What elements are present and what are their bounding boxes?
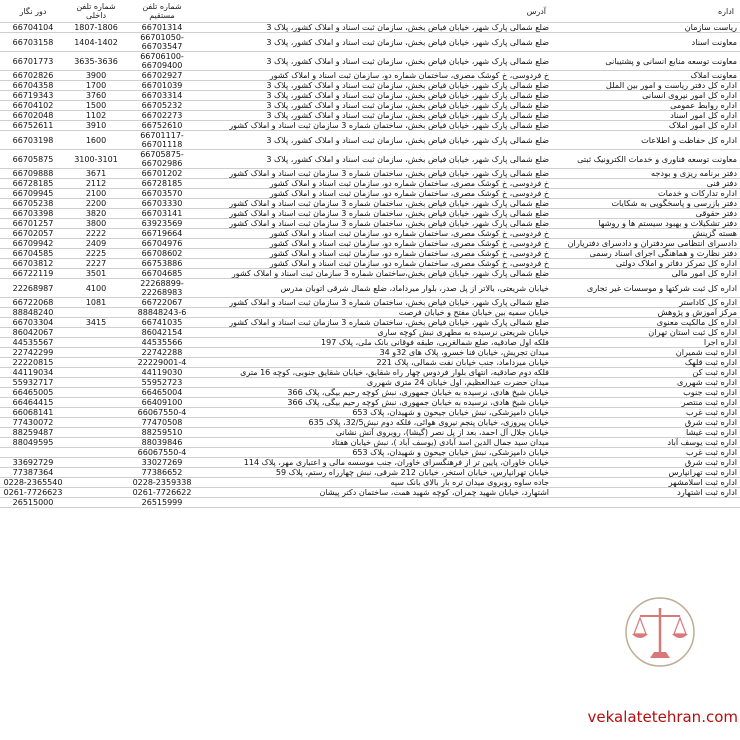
direct-phone-cell: 77470508	[126, 418, 198, 428]
scale-right-pan	[672, 634, 688, 638]
extension-cell: 2225	[66, 249, 126, 259]
extension-cell	[66, 328, 126, 338]
address-cell: ضلع شمالی پارک شهر، خیابان فیاض بخش،ساختمان شماره 3 سازمان ثبت اسناد و املاک کشور	[198, 269, 552, 279]
table-row	[0, 52, 740, 71]
table-row	[0, 298, 740, 308]
direct-phone-cell: 66704685	[126, 269, 198, 279]
direct-phone-cell: 88259510	[126, 428, 198, 438]
fax-cell: 66703812	[0, 259, 66, 269]
header-extension: شماره تلفن داخلی	[66, 0, 126, 23]
scale-left-pan	[632, 634, 648, 638]
table-body	[0, 23, 740, 508]
fax-cell: 26515000	[0, 498, 66, 508]
department-cell: دفتر بازرسی و پاسخگویی به شکایات	[552, 199, 740, 209]
direct-phone-cell: 66752610	[126, 121, 198, 131]
extension-cell	[66, 388, 126, 398]
scale-right-cord	[674, 618, 686, 634]
direct-phone-cell: 88848243-6	[126, 308, 198, 318]
address-cell: ضلع شمالی پارک شهر، خیابان فیاض بخش، سازمان ثبت اسناد و املاک کشور، پلاک 3	[198, 101, 552, 111]
department-cell: اداره کل امور نیروی انسانی	[552, 91, 740, 101]
table-row	[0, 448, 740, 458]
extension-cell	[66, 458, 126, 468]
address-cell: ضلع شمالی پارک شهر، خیابان فیاض بخش، ساختمان شماره 3 سازمان ثبت اسناد و املاک کشور	[198, 209, 552, 219]
address-cell: میدان حضرت عبدالعظیم، اول خیابان 24 متری شهرری	[198, 378, 552, 388]
address-cell: خیابان دامپزشکی، نبش خیابان جیحون و شهیدان، پلاک 653	[198, 448, 552, 458]
table-row	[0, 468, 740, 478]
table-row	[0, 219, 740, 229]
fax-cell: 22220815	[0, 358, 66, 368]
address-cell: میدان سید جمال الدین اسد آبادی (یوسف آباد )، نبش خیابان هفتاد	[198, 438, 552, 448]
direct-phone-cell: 66722067	[126, 298, 198, 308]
table-row	[0, 91, 740, 101]
address-cell: خیابان شیخ هادی، نرسیده به خیابان جمهوری، نبش کوچه رحیم بیگی، پلاک 366	[198, 388, 552, 398]
direct-phone-cell: 66703570	[126, 189, 198, 199]
table-row	[0, 121, 740, 131]
extension-cell	[66, 358, 126, 368]
department-cell: اداره کل تمرکز دفاتر و املاک دولتی	[552, 259, 740, 269]
address-cell: ضلع شمالی پارک شهر، خیابان فیاض بخش، سازمان ثبت اسناد و املاک کشور، پلاک 3	[198, 23, 552, 33]
fax-cell: 66465005	[0, 388, 66, 398]
extension-cell: 3900	[66, 71, 126, 81]
extension-cell	[66, 448, 126, 458]
direct-phone-cell: 66701314	[126, 23, 198, 33]
extension-cell: 1807-1806	[66, 23, 126, 33]
fax-cell: 66709945	[0, 189, 66, 199]
address-cell: جاده ساوه روبروی میدان تره بار بالای بانک سپه	[198, 478, 552, 488]
table-row	[0, 378, 740, 388]
table-row	[0, 418, 740, 428]
header-direct-phone: شماره تلفن مستقیم	[126, 0, 198, 23]
fax-cell: 66068141	[0, 408, 66, 418]
fax-cell: 88049595	[0, 438, 66, 448]
direct-phone-cell: 66702927	[126, 71, 198, 81]
address-cell: ضلع شمالی پارک شهر، خیابان فیاض بخش، سازمان ثبت اسناد و املاک کشور، پلاک 3	[198, 131, 552, 150]
extension-cell	[66, 338, 126, 348]
direct-phone-cell: 66703314	[126, 91, 198, 101]
extension-cell	[66, 428, 126, 438]
direct-phone-cell: 66753886	[126, 259, 198, 269]
address-cell: خیابان سمیه بین خیابان مفتح و خیابان فرصت	[198, 308, 552, 318]
department-cell: هسته گزینش	[552, 229, 740, 239]
department-cell: اداره ثبت جنوب	[552, 388, 740, 398]
direct-phone-cell: 66701039	[126, 81, 198, 91]
direct-phone-cell: 66704976	[126, 239, 198, 249]
extension-cell	[66, 488, 126, 498]
department-cell: اداره روابط عمومی	[552, 101, 740, 111]
table-row	[0, 388, 740, 398]
department-cell: اداره کل امور اسناد	[552, 111, 740, 121]
fax-cell: 66702826	[0, 71, 66, 81]
department-cell: معاونت املاک	[552, 71, 740, 81]
table-row	[0, 428, 740, 438]
direct-phone-cell: 26515999	[126, 498, 198, 508]
direct-phone-cell: 55952723	[126, 378, 198, 388]
fax-cell: 66703158	[0, 33, 66, 52]
address-cell: خیابان شریعتی، بالاتر از پل صدر، بلوار میرداماد، ضلع شمال شرقی اتوبان مدرس	[198, 279, 552, 298]
department-cell: اداره ثبت غرب	[552, 448, 740, 458]
extension-cell	[66, 348, 126, 358]
extension-cell: 1600	[66, 131, 126, 150]
department-cell: معاونت توسعه فناوری و خدمات الکترونیک ثبتی	[552, 150, 740, 169]
header-row	[0, 0, 740, 23]
fax-cell: 66704102	[0, 101, 66, 111]
direct-phone-cell: 66728185	[126, 179, 198, 189]
extension-cell: 3800	[66, 219, 126, 229]
department-cell: دفتر برنامه ریزی و بودجه	[552, 169, 740, 179]
department-cell: اداره کل کاداستر	[552, 298, 740, 308]
fax-cell: 66701257	[0, 219, 66, 229]
department-cell: دفتر تشکیلات و بهبود سیستم ها و روشها	[552, 219, 740, 229]
extension-cell: 3910	[66, 121, 126, 131]
direct-phone-cell: 66701202	[126, 169, 198, 179]
extension-cell	[66, 408, 126, 418]
table-row	[0, 348, 740, 358]
extension-cell	[66, 308, 126, 318]
address-cell: ضلع شمالی پارک شهر، خیابان فیاض بخش، سازمان ثبت اسناد و املاک کشور، پلاک 3	[198, 52, 552, 71]
department-cell: اداره ثبت شرق	[552, 458, 740, 468]
extension-cell	[66, 378, 126, 388]
extension-cell: 4100	[66, 279, 126, 298]
address-cell: ضلع شمالی پارک شهر، خیابان فیاض بخش، ساختمان شماره 3 سازمان ثبت اسناد و املاک کشور	[198, 318, 552, 328]
extension-cell	[66, 498, 126, 508]
direct-phone-cell: 66705875-66702986	[126, 150, 198, 169]
extension-cell: 2200	[66, 199, 126, 209]
department-cell: اداره ثبت شهرری	[552, 378, 740, 388]
direct-phone-cell: 77386652	[126, 468, 198, 478]
table-row	[0, 81, 740, 91]
direct-phone-cell: 88039846	[126, 438, 198, 448]
fax-cell: 66464415	[0, 398, 66, 408]
direct-phone-cell: 22229001-4	[126, 358, 198, 368]
table-row	[0, 239, 740, 249]
fax-cell: 77387364	[0, 468, 66, 478]
extension-cell: 3820	[66, 209, 126, 219]
table-row	[0, 209, 740, 219]
extension-cell: 1700	[66, 81, 126, 91]
department-cell: دفتر حقوقی	[552, 209, 740, 219]
direct-phone-cell: 66701050-66703547	[126, 33, 198, 52]
department-cell: اداره کل ثبت استان تهران	[552, 328, 740, 338]
fax-cell: 66702048	[0, 111, 66, 121]
direct-phone-cell: 44119030	[126, 368, 198, 378]
extension-cell	[66, 418, 126, 428]
address-cell: خیابان دامپزشکی، نبش خیابان جیحون و شهیدان، پلاک 653	[198, 408, 552, 418]
fax-cell: 88259487	[0, 428, 66, 438]
extension-cell: 3635-3636	[66, 52, 126, 71]
table-row	[0, 189, 740, 199]
fax-cell: 55932717	[0, 378, 66, 388]
scale-base	[650, 652, 670, 658]
fax-cell: 66722068	[0, 298, 66, 308]
table-row	[0, 150, 740, 169]
department-cell: اداره ثبت اشتهارد	[552, 488, 740, 498]
department-cell: اداره ثبت شمیران	[552, 348, 740, 358]
fax-cell: 66702057	[0, 229, 66, 239]
fax-cell: 66704104	[0, 23, 66, 33]
table-row	[0, 478, 740, 488]
header-address: آدرس	[198, 0, 552, 23]
extension-cell: 1500	[66, 101, 126, 111]
extension-cell: 3415	[66, 318, 126, 328]
extension-cell: 2227	[66, 259, 126, 269]
fax-cell: 66703304	[0, 318, 66, 328]
fax-cell: 66703398	[0, 209, 66, 219]
department-cell: اداره ثبت تهرانپارس	[552, 468, 740, 478]
address-cell: ضلع شمالی پارک شهر، خیابان فیاض بخش، ساختمان شماره 3 سازمان ثبت اسناد و املاک کشور	[198, 199, 552, 209]
direct-phone-cell: 66067550-4	[126, 448, 198, 458]
address-cell: خ فردوسی، خ کوشک مصری، ساختمان شماره دو، سازمان ثبت اسناد و املاک کشور	[198, 71, 552, 81]
department-cell: معاونت اسناد	[552, 33, 740, 52]
header-fax: دور نگار	[0, 0, 66, 23]
direct-phone-cell: 66705232	[126, 101, 198, 111]
department-cell: اداره اجرا	[552, 338, 740, 348]
department-cell: اداره کل حفاظت و اطلاعات	[552, 131, 740, 150]
fax-cell: 44535567	[0, 338, 66, 348]
address-cell: خیابان تهرانپارس، خیابان استخر، خیابان 212 شرقی، نبش چهارراه رستم، پلاک 59	[198, 468, 552, 478]
table-row	[0, 438, 740, 448]
address-cell: ضلع شمالی پارک شهر، خیابان فیاض بخش، سازمان ثبت اسناد و املاک کشور، پلاک 3	[198, 33, 552, 52]
table-row	[0, 328, 740, 338]
table-row	[0, 338, 740, 348]
header-department: اداره	[552, 0, 740, 23]
address-cell: خیابان شریعتی نرسیده به مطهری نبش کوچه ساری	[198, 328, 552, 338]
table-row	[0, 179, 740, 189]
extension-cell: 2100	[66, 189, 126, 199]
address-cell: خیابان خاوران، پایین تر از فرهنگسرای خاوران، جنب موسسه مالی و اعتباری مهر، پلاک 114	[198, 458, 552, 468]
address-cell: خ فردوسی، خ کوشک مصری، ساختمان شماره دو، سازمان ثبت اسناد و املاک کشور	[198, 249, 552, 259]
department-cell: اداره ثبت قلهک	[552, 358, 740, 368]
department-cell: اداره ثبت اسلامشهر	[552, 478, 740, 488]
direct-phone-cell: 66703141	[126, 209, 198, 219]
address-cell: فلکه دوم صادقیه، انتهای بلوار فردوس چهار راه شقایق، خیابان شقایق جنوبی، کوچه 16 متری	[198, 368, 552, 378]
department-cell: اداره کل امور املاک	[552, 121, 740, 131]
footer-url[interactable]: vekalatetehran.com	[587, 708, 738, 726]
department-cell: اداره ثبت غرب	[552, 408, 740, 418]
fax-cell: 44119034	[0, 368, 66, 378]
address-cell: خیابان میرداماد، جنب خیابان نفت شمالی، پلاک 221	[198, 358, 552, 368]
direct-phone-cell: 66067550-4	[126, 408, 198, 418]
fax-cell: 66701773	[0, 52, 66, 71]
fax-cell: 66719343	[0, 91, 66, 101]
address-cell: اشتهارد، خیابان شهید چمران، کوچه شهید همت، ساختمان دکتر پیشان	[198, 488, 552, 498]
department-cell: معاونت توسعه منابع انسانی و پشتیبانی	[552, 52, 740, 71]
address-cell: ضلع شمالی پارک شهر، خیابان فیاض بخش، ساختمان شماره 3 سازمان ثبت اسناد و املاک کشور	[198, 298, 552, 308]
fax-cell: 66704585	[0, 249, 66, 259]
table-row	[0, 23, 740, 33]
direct-phone-cell: 66719664	[126, 229, 198, 239]
fax-cell: 0261-7726623	[0, 488, 66, 498]
table-row	[0, 259, 740, 269]
address-cell: خیابان شیخ هادی، نرسیده به خیابان جمهوری، نبش کوچه رحیم بیگی، پلاک 366	[198, 398, 552, 408]
department-cell: اداره ثبت منتصر	[552, 398, 740, 408]
address-cell: ضلع شمالی پارک شهر، خیابان فیاض بخش، سازمان ثبت اسناد و املاک کشور، پلاک 3	[198, 111, 552, 121]
address-cell: خ فردوسی، خ کوشک مصری، ساختمان شماره دو، سازمان ثبت اسناد و املاک کشور	[198, 239, 552, 249]
direct-phone-cell: 0261-7726622	[126, 488, 198, 498]
direct-phone-cell: 22268899-22268983	[126, 279, 198, 298]
fax-cell: 66752611	[0, 121, 66, 131]
fax-cell: 22742299	[0, 348, 66, 358]
table-row	[0, 458, 740, 468]
extension-cell: 2222	[66, 229, 126, 239]
department-cell: اداره کل ثبت شرکتها و موسسات غیر تجاری	[552, 279, 740, 298]
department-cell: مرکز آموزش و پژوهش	[552, 308, 740, 318]
department-cell: اداره ثبت یوسف آباد	[552, 438, 740, 448]
extension-cell: 2112	[66, 179, 126, 189]
table-row	[0, 71, 740, 81]
address-cell: ضلع شمالی پارک شهر، خیابان فیاض بخش، ساختمان شماره 3 سازمان ثبت اسناد و املاک کشور	[198, 219, 552, 229]
address-cell: خ فردوسی، خ کوشک مصری، ساختمان شماره دو، سازمان ثبت اسناد و املاک کشور	[198, 259, 552, 269]
direct-phone-cell: 33027269	[126, 458, 198, 468]
address-cell: خ فردوسی، خ کوشک مصری، ساختمان شماره دو، سازمان ثبت اسناد و املاک کشور	[198, 229, 552, 239]
address-cell: ضلع شمالی پارک شهر، خیابان فیاض بخش، ساختمان شماره 3 سازمان ثبت اسناد و املاک کشور	[198, 121, 552, 131]
extension-cell: 1404-1402	[66, 33, 126, 52]
address-cell: ضلع شمالی پارک شهر، خیابان فیاض بخش، سازمان ثبت اسناد و املاک کشور، پلاک 3	[198, 91, 552, 101]
direct-phone-cell: 86042154	[126, 328, 198, 338]
direct-phone-cell: 66703330	[126, 199, 198, 209]
department-cell: اداره تدارکات و خدمات	[552, 189, 740, 199]
department-cell: دفتر فنی	[552, 179, 740, 189]
extension-cell: 3501	[66, 269, 126, 279]
address-cell: خ فردوسی، خ کوشک مصری، ساختمان شماره دو، سازمان ثبت اسناد و املاک کشور	[198, 189, 552, 199]
extension-cell: 3671	[66, 169, 126, 179]
table-row	[0, 488, 740, 498]
fax-cell: 0228-2365540	[0, 478, 66, 488]
table-row	[0, 398, 740, 408]
direct-phone-cell: 66706100-66709400	[126, 52, 198, 71]
table-row	[0, 408, 740, 418]
extension-cell: 1081	[66, 298, 126, 308]
table-row	[0, 131, 740, 150]
table-row	[0, 249, 740, 259]
address-cell: خ فردوسی، خ کوشک مصری، ساختمان شماره دو، سازمان ثبت اسناد و املاک کشور	[198, 179, 552, 189]
department-cell	[552, 498, 740, 508]
department-cell: اداره ثبت شرق	[552, 418, 740, 428]
department-cell: اداره کل مالکیت معنوی	[552, 318, 740, 328]
table-row	[0, 269, 740, 279]
table-row	[0, 358, 740, 368]
table-row	[0, 279, 740, 298]
fax-cell: 66704358	[0, 81, 66, 91]
address-cell	[198, 498, 552, 508]
table-row	[0, 498, 740, 508]
logo-watermark	[620, 590, 700, 690]
table-row	[0, 169, 740, 179]
table-row	[0, 318, 740, 328]
direct-phone-cell: 66702273	[126, 111, 198, 121]
table-row	[0, 308, 740, 318]
department-cell: اداره کل امور مالی	[552, 269, 740, 279]
address-cell: خیابان پیروزی، خیابان پنجم نیروی هوائی، فلکه دوم نبش32/5، پلاک 635	[198, 418, 552, 428]
address-cell: ضلع شمالی پارک شهر، خیابان فیاض بخش، سازمان ثبت اسناد و املاک کشور، پلاک 3	[198, 150, 552, 169]
extension-cell	[66, 368, 126, 378]
table-row	[0, 368, 740, 378]
fax-cell: 66705238	[0, 199, 66, 209]
extension-cell	[66, 478, 126, 488]
direct-phone-cell: 66701117-66701118	[126, 131, 198, 150]
scale-left-cord	[634, 618, 646, 634]
scales-of-justice-icon	[620, 590, 700, 690]
fax-cell: 66722119	[0, 269, 66, 279]
fax-cell: 66705875	[0, 150, 66, 169]
extension-cell: 3100-3101	[66, 150, 126, 169]
direct-phone-cell: 66741035	[126, 318, 198, 328]
extension-cell: 2409	[66, 239, 126, 249]
fax-cell: 66709888	[0, 169, 66, 179]
extension-cell	[66, 468, 126, 478]
extension-cell: 3760	[66, 91, 126, 101]
fax-cell: 22268987	[0, 279, 66, 298]
direct-phone-cell: 44535566	[126, 338, 198, 348]
address-cell: خیابان جلال آل احمد، بعد از پل نصر (گیشا)، روبروی آتش نشانی	[198, 428, 552, 438]
table-row	[0, 229, 740, 239]
fax-cell: 33692729	[0, 458, 66, 468]
direct-phone-cell: 66708602	[126, 249, 198, 259]
extension-cell	[66, 398, 126, 408]
table-row	[0, 33, 740, 52]
address-cell: فلکه اول صادقیه، ضلع شمالغربی، طبقه فوقانی بانک ملی، پلاک 197	[198, 338, 552, 348]
fax-cell	[0, 448, 66, 458]
address-cell: ضلع شمالی پارک شهر، خیابان فیاض بخش، سازمان ثبت اسناد و املاک کشور، پلاک 3	[198, 81, 552, 91]
extension-cell	[66, 438, 126, 448]
fax-cell: 66728185	[0, 179, 66, 189]
fax-cell: 66709942	[0, 239, 66, 249]
fax-cell: 77430072	[0, 418, 66, 428]
direct-phone-cell: 66465004	[126, 388, 198, 398]
department-cell: اداره ثبت غیشا	[552, 428, 740, 438]
fax-cell: 66703198	[0, 131, 66, 150]
table-row	[0, 199, 740, 209]
fax-cell: 88848240	[0, 308, 66, 318]
fax-cell: 86042067	[0, 328, 66, 338]
department-cell: ریاست سازمان	[552, 23, 740, 33]
direct-phone-cell: 22742288	[126, 348, 198, 358]
direct-phone-cell: 66409100	[126, 398, 198, 408]
table-row	[0, 101, 740, 111]
address-cell: میدان تجریش، خیابان فنا خسرو، پلاک های 32و 34	[198, 348, 552, 358]
department-cell: دادسرای انتظامی سردفتران و دادسرای دفتریاران	[552, 239, 740, 249]
extension-cell: 1102	[66, 111, 126, 121]
direct-phone-cell: 63923569	[126, 219, 198, 229]
department-cell: دفتر نظارت و هماهنگی اجرای اسناد رسمی	[552, 249, 740, 259]
table-row	[0, 111, 740, 121]
direct-phone-cell: 0228-2359338	[126, 478, 198, 488]
department-cell: اداره ثبت کن	[552, 368, 740, 378]
department-cell: اداره کل دفتر ریاست و امور بین الملل	[552, 81, 740, 91]
address-cell: ضلع شمالی پارک شهر، خیابان فیاض بخش، ساختمان شماره 3 سازمان ثبت اسناد و املاک کشور	[198, 169, 552, 179]
